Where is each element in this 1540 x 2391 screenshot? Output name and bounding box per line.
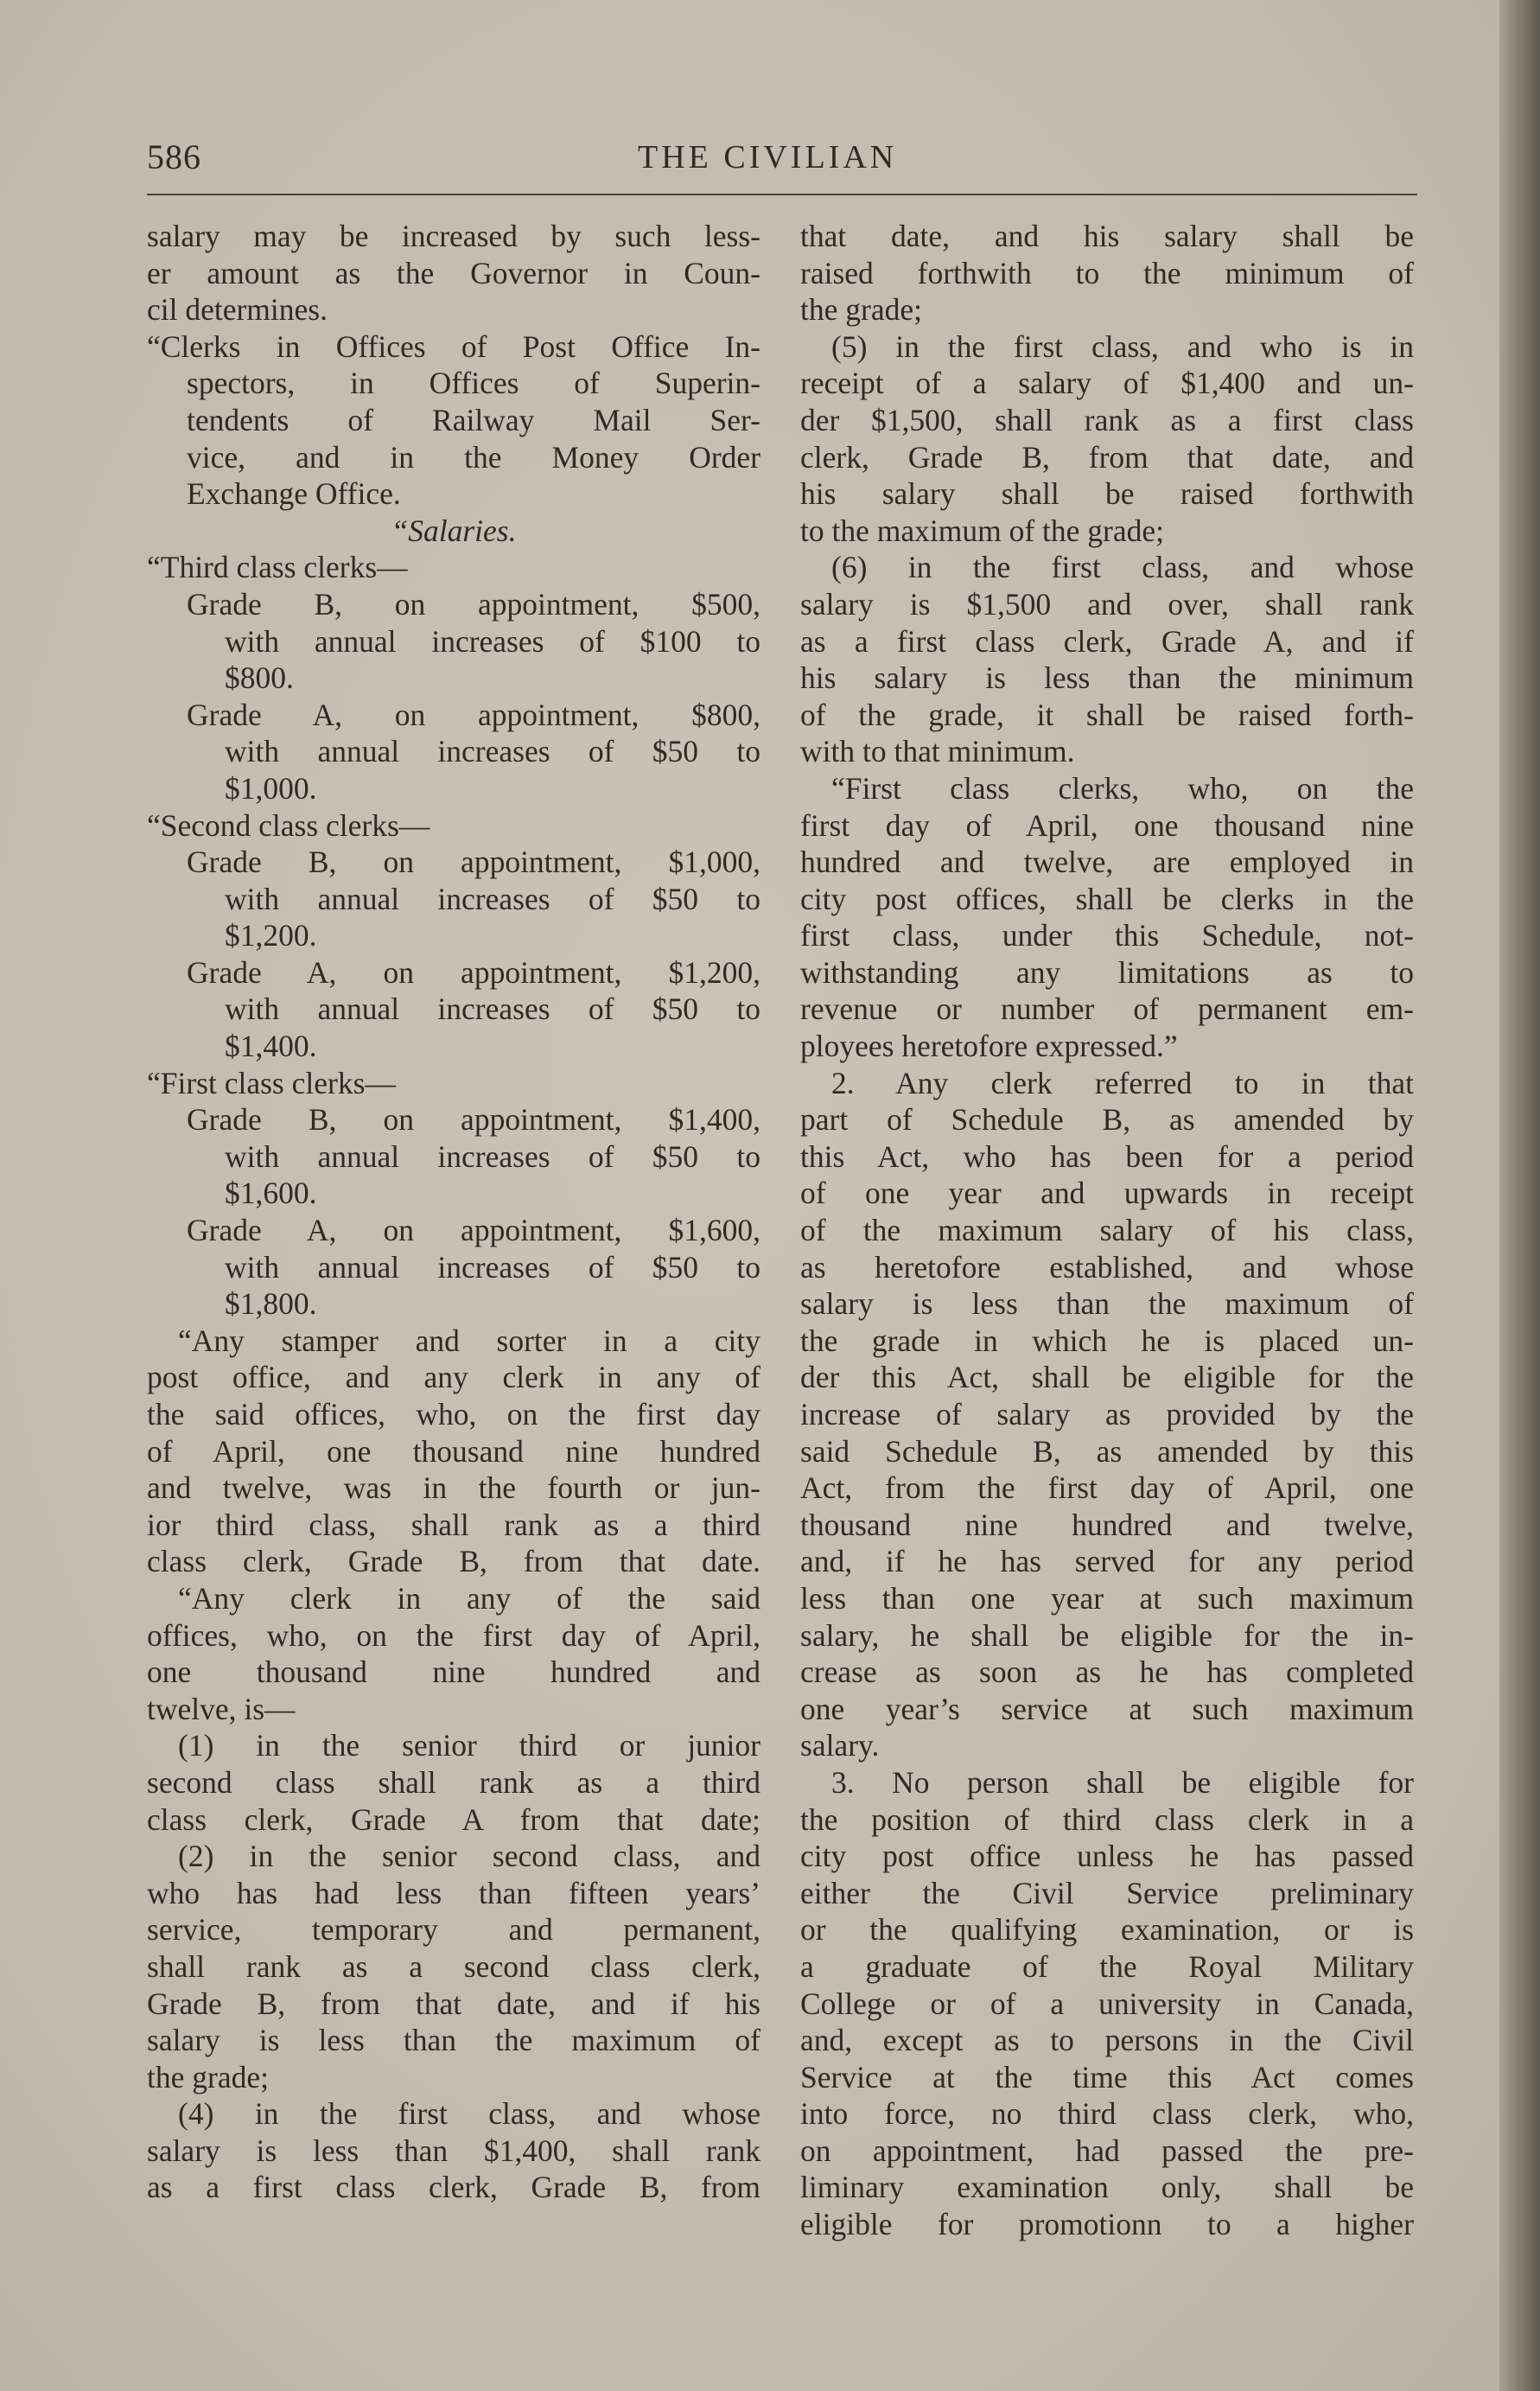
text-line: his salary shall be raised forthwith xyxy=(800,476,1414,512)
text-line: Grade A, on appointment, $1,600, xyxy=(187,1213,760,1248)
text-line: that date, and his salary shall be xyxy=(800,219,1414,253)
text-line: “Any clerk in any of the said xyxy=(178,1580,760,1616)
text-line: $1,800. xyxy=(225,1286,317,1322)
text-line: who has had less than fifteen years’ xyxy=(147,1875,760,1910)
text-line: (5) in the first class, and who is in xyxy=(831,328,1414,364)
text-line: $1,200. xyxy=(225,918,317,953)
text-line: service, temporary and permanent, xyxy=(147,1912,760,1948)
text-line: with annual increases of $50 to xyxy=(225,734,760,769)
text-line: revenue or number of permanent em- xyxy=(800,991,1414,1027)
text-line: Grade B, on appointment, $1,000, xyxy=(187,845,760,880)
text-line: with annual increases of $50 to xyxy=(225,1249,760,1285)
text-line: College or of a university in Canada, xyxy=(800,1986,1414,2021)
text-line: salary. xyxy=(800,1728,880,1763)
text-line: and, except as to persons in the Civil xyxy=(800,2023,1414,2058)
left-column xyxy=(147,218,760,2206)
text-line: with annual increases of $50 to xyxy=(225,991,760,1027)
text-line: less than one year at such maximum xyxy=(800,1580,1414,1616)
text-line: part of Schedule B, as amended by xyxy=(800,1102,1414,1138)
text-line: thousand nine hundred and twelve, xyxy=(800,1507,1414,1542)
text-line: or the qualifying examination, or is xyxy=(800,1912,1414,1948)
text-line: with to that minimum. xyxy=(800,734,1075,769)
text-line: a graduate of the Royal Military xyxy=(800,1948,1414,1984)
text-line: the said offices, who, on the first day xyxy=(147,1397,760,1431)
text-line: the grade in which he is placed un- xyxy=(800,1323,1414,1358)
text-line: one year’s service at such maximum xyxy=(800,1691,1414,1726)
text-line: Grade B, on appointment, $500, xyxy=(187,586,760,622)
text-line: shall rank as a second class clerk, xyxy=(147,1948,760,1984)
text-line: der $1,500, shall rank as a first class xyxy=(800,402,1414,437)
text-line: one thousand nine hundred and xyxy=(147,1655,760,1690)
text-line: “Clerks in Offices of Post Office In- xyxy=(147,328,760,364)
text-line: $1,400. xyxy=(225,1029,317,1064)
running-title: THE CIVILIAN xyxy=(638,139,898,175)
text-line: salary is less than $1,400, shall rank xyxy=(147,2133,760,2168)
text-line: der this Act, shall be eligible for the xyxy=(800,1360,1414,1395)
text-line: “Salaries. xyxy=(391,513,517,548)
text-line: of one year and upwards in receipt xyxy=(800,1176,1414,1211)
text-line: said Schedule B, as amended by this xyxy=(800,1433,1414,1469)
text-line: of the grade, it shall be raised forth- xyxy=(800,697,1414,732)
text-line: as a first class clerk, Grade A, and if xyxy=(800,623,1414,659)
text-line: Grade A, on appointment, $1,200, xyxy=(187,954,760,990)
text-line: hundred and twelve, are employed in xyxy=(800,845,1414,880)
text-line: cil determines. xyxy=(147,292,328,328)
text-line: and twelve, was in the fourth or jun- xyxy=(147,1470,760,1506)
text-line: of the maximum salary of his class, xyxy=(800,1213,1414,1248)
text-line: Grade A, on appointment, $800, xyxy=(187,697,760,732)
text-line: his salary is less than the minimum xyxy=(800,660,1414,696)
text-line: second class shall rank as a third xyxy=(147,1764,760,1800)
text-line: receipt of a salary of $1,400 and un- xyxy=(800,366,1414,401)
text-line: crease as soon as he has completed xyxy=(800,1655,1414,1690)
text-line: first class, under this Schedule, not- xyxy=(800,918,1414,953)
text-line: with annual increases of $50 to xyxy=(225,1138,760,1174)
right-column xyxy=(800,218,1414,2243)
text-line: post office, and any clerk in any of xyxy=(147,1360,760,1395)
text-line: with annual increases of $50 to xyxy=(225,881,760,916)
text-line: salary, he shall be eligible for the in- xyxy=(800,1617,1414,1653)
text-line: Service at the time this Act comes xyxy=(800,2059,1414,2095)
text-line: this Act, who has been for a period xyxy=(800,1138,1414,1174)
text-line: class clerk, Grade B, from that date. xyxy=(147,1544,760,1579)
text-line: eligible for promotionn to a higher xyxy=(800,2207,1414,2242)
text-line: liminary examination only, shall be xyxy=(800,2170,1414,2205)
text-line: $1,000. xyxy=(225,770,317,806)
text-line: class clerk, Grade A from that date; xyxy=(147,1801,760,1837)
text-line: Act, from the first day of April, one xyxy=(800,1470,1414,1506)
text-line: $1,600. xyxy=(225,1176,317,1211)
text-line: raised forthwith to the minimum of xyxy=(800,255,1414,290)
text-line: “First class clerks— xyxy=(147,1065,396,1100)
text-line: spectors, in Offices of Superin- xyxy=(187,366,760,401)
page-number: 586 xyxy=(147,137,201,176)
text-line: (2) in the senior second class, and xyxy=(178,1839,760,1874)
text-line: the grade; xyxy=(800,292,922,328)
text-line: clerk, Grade B, from that date, and xyxy=(800,439,1414,475)
text-line: “Third class clerks— xyxy=(147,550,408,585)
text-line: offices, who, on the first day of April, xyxy=(147,1617,760,1653)
text-line: (1) in the senior third or junior xyxy=(178,1728,760,1763)
text-line: of April, one thousand nine hundred xyxy=(147,1433,760,1469)
text-line: into force, no third class clerk, who, xyxy=(800,2096,1414,2132)
text-line: city post office unless he has passed xyxy=(800,1839,1414,1874)
text-line: Grade B, on appointment, $1,400, xyxy=(187,1102,760,1138)
text-line: (6) in the first class, and whose xyxy=(831,550,1414,585)
page-edge-shadow xyxy=(1499,0,1540,2391)
text-line: first day of April, one thousand nine xyxy=(800,807,1414,843)
text-line: on appointment, had passed the pre- xyxy=(800,2133,1414,2168)
text-line: tendents of Railway Mail Ser- xyxy=(187,402,760,437)
text-line: the position of third class clerk in a xyxy=(800,1801,1414,1837)
text-line: salary is $1,500 and over, shall rank xyxy=(800,586,1414,622)
text-line: ployees heretofore expressed.” xyxy=(800,1029,1178,1064)
text-line: salary is less than the maximum of xyxy=(800,1286,1414,1322)
text-line: vice, and in the Money Order xyxy=(187,439,760,475)
text-line: Grade B, from that date, and if his xyxy=(147,1986,760,2021)
text-line: with annual increases of $100 to xyxy=(225,623,760,659)
text-line: and, if he has served for any period xyxy=(800,1544,1414,1579)
text-line: 2. Any clerk referred to in that xyxy=(831,1065,1414,1100)
text-line: salary may be increased by such less- xyxy=(147,219,760,253)
header-rule xyxy=(147,194,1417,195)
text-line: city post offices, shall be clerks in the xyxy=(800,881,1414,916)
text-line: to the maximum of the grade; xyxy=(800,513,1164,548)
text-line: “First class clerks, who, on the xyxy=(831,770,1414,806)
text-line: er amount as the Governor in Coun- xyxy=(147,255,760,290)
text-line: Exchange Office. xyxy=(187,476,401,512)
text-line: increase of salary as provided by the xyxy=(800,1397,1414,1431)
text-line: withstanding any limitations as to xyxy=(800,954,1414,990)
text-line: ior third class, shall rank as a third xyxy=(147,1507,760,1542)
text-line: as a first class clerk, Grade B, from xyxy=(147,2170,760,2205)
text-line: the grade; xyxy=(147,2059,269,2095)
text-line: twelve, is— xyxy=(147,1691,296,1726)
text-line: (4) in the first class, and whose xyxy=(178,2096,760,2132)
text-line: $800. xyxy=(225,660,294,696)
text-line: salary is less than the maximum of xyxy=(147,2023,760,2058)
text-line: “Second class clerks— xyxy=(147,807,430,843)
text-line: 3. No person shall be eligible for xyxy=(831,1764,1414,1800)
text-line: either the Civil Service preliminary xyxy=(800,1875,1414,1910)
text-line: “Any stamper and sorter in a city xyxy=(178,1323,760,1358)
text-line: as heretofore established, and whose xyxy=(800,1249,1414,1285)
